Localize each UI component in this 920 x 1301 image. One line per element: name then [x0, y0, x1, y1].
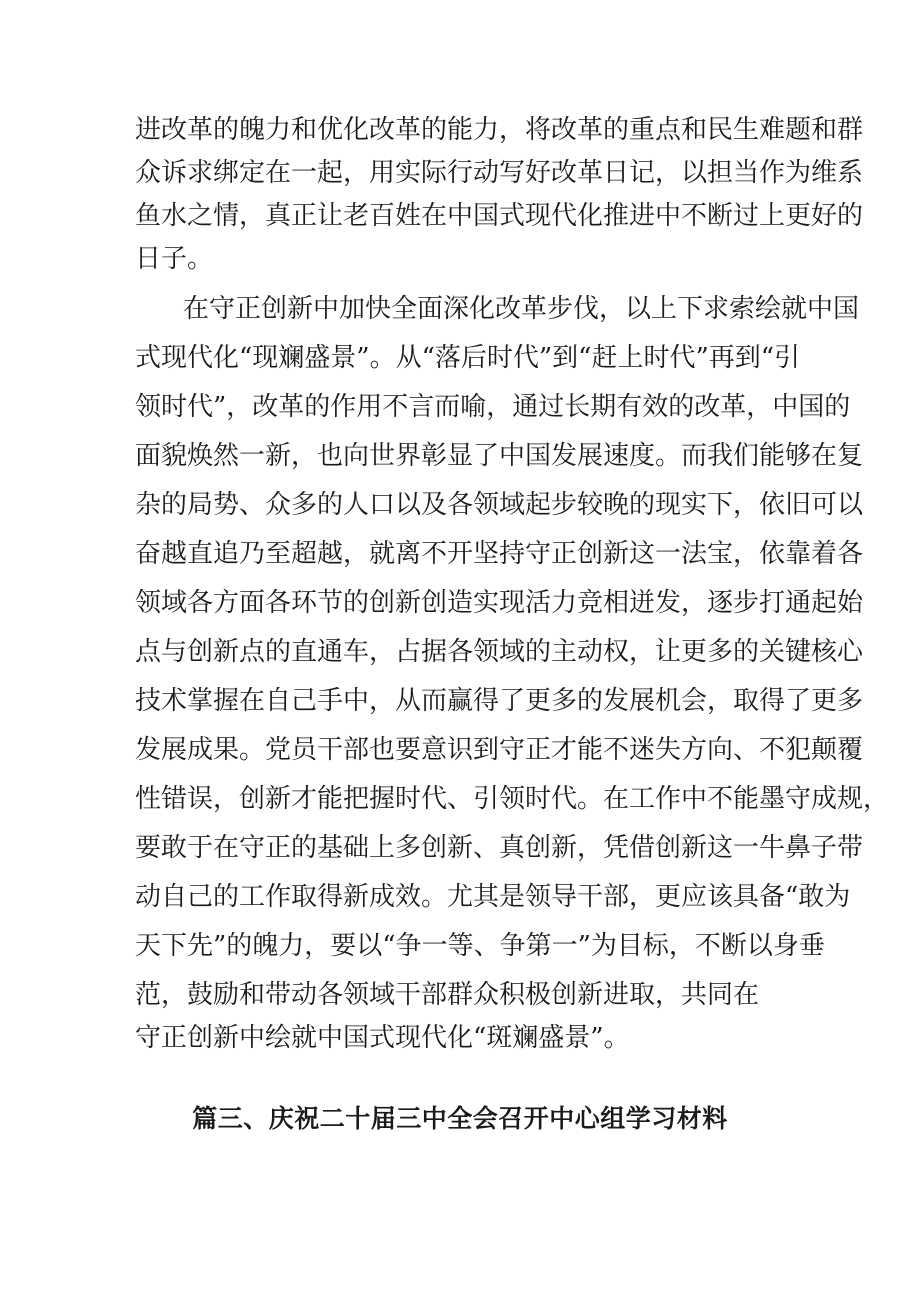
- paragraph-line: 点与创新点的直通车，占据各领域的主动权，让更多的关键核心: [135, 637, 864, 667]
- paragraph-line: 式现代化“现斓盛景”。从“落后时代”到“赶上时代”再到“引: [135, 343, 801, 373]
- paragraph-line: 进改革的魄力和优化改革的能力，将改革的重点和民生难题和群: [135, 115, 864, 145]
- paragraph-line: 鱼水之情，真正让老百姓在中国式现代化推进中不断过上更好的: [135, 201, 864, 231]
- paragraph-line: 领时代”，改革的作用不言而喻，通过长期有效的改革，中国的: [135, 392, 851, 422]
- paragraph-line: 要敢于在守正的基础上多创新、真创新，凭借创新这一牛鼻子带: [135, 833, 864, 863]
- paragraph-line: 奋越直追乃至超越，就离不开坚持守正创新这一法宝，依靠着各: [135, 539, 864, 569]
- paragraph-line: 守正创新中绘就中国式现代化“斑斓盛景”。: [135, 1023, 630, 1053]
- paragraph-line: 发展成果。党员干部也要意识到守正才能不迷失方向、不犯颠覆: [135, 735, 864, 765]
- paragraph-line: 在守正创新中加快全面深化改革步伐，以上下求索绘就中国: [183, 294, 860, 324]
- paragraph-line: 性错误，创新才能把握时代、引领时代。在工作中不能墨守成规，: [135, 784, 890, 814]
- paragraph-line: 范，鼓励和带动各领域干部群众积极创新进取，共同在: [135, 980, 760, 1010]
- paragraph-line: 日子。: [135, 244, 214, 274]
- paragraph-line: 技术掌握在自己手中，从而赢得了更多的发展机会，取得了更多: [135, 686, 864, 716]
- paragraph-line: 众诉求绑定在一起，用实际行动写好改革日记，以担当作为维系: [135, 158, 864, 188]
- paragraph-line: 动自己的工作取得新成效。尤其是领导干部，更应该具备“敢为: [135, 882, 851, 912]
- paragraph-line: 领域各方面各环节的创新创造实现活力竞相迸发，逐步打通起始: [135, 588, 864, 618]
- paragraph-line: 天下先”的魄力，要以“争一等、争第一”为目标，不断以身垂: [135, 931, 825, 961]
- paragraph-line: 面貌焕然一新，也向世界彰显了中国发展速度。而我们能够在复: [135, 441, 864, 471]
- section-title: 篇三、庆祝二十届三中全会召开中心组学习材料: [192, 1104, 728, 1133]
- paragraph-line: 杂的局势、众多的人口以及各领域起步较晚的现实下，依旧可以: [135, 490, 864, 520]
